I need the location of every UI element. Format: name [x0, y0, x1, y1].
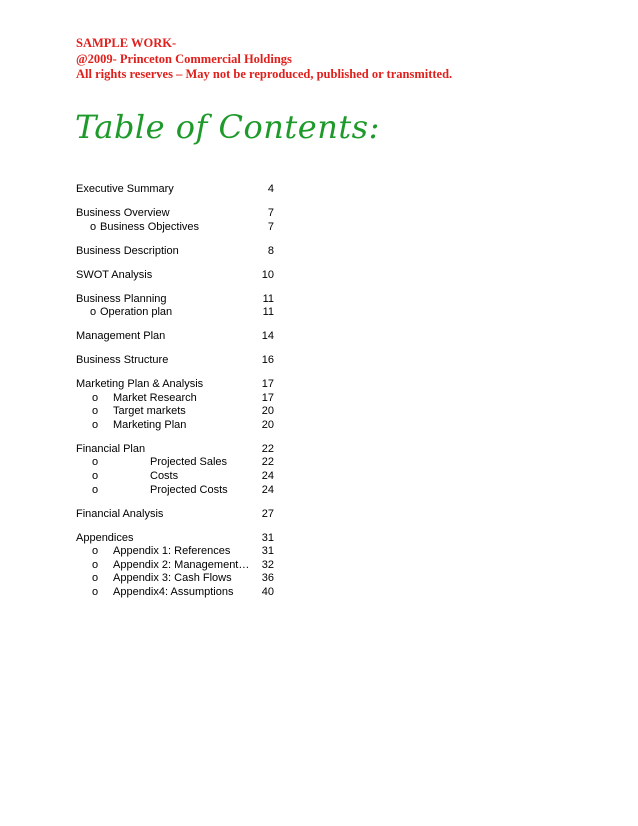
toc-label: Marketing Plan & Analysis — [76, 378, 204, 391]
toc-entry-executive-summary — [76, 183, 276, 197]
bullet-icon: o — [92, 391, 99, 404]
toc-page-number: 17 — [261, 391, 274, 404]
toc-label: SWOT Analysis — [76, 268, 153, 281]
toc-entry-financial-plan — [76, 443, 276, 457]
toc-page-number: 7 — [267, 220, 274, 233]
toc-label: Financial Analysis — [76, 507, 164, 520]
toc-label: Projected Sales — [150, 456, 228, 469]
toc-entry-swot-analysis — [76, 269, 276, 283]
toc-label: Business Description — [76, 244, 179, 257]
toc-label: Projected Costs — [150, 483, 228, 496]
toc-page-number: 36 — [261, 572, 274, 585]
toc-entry-appendices — [76, 532, 276, 546]
toc-label: Appendix 3: Cash Flows — [113, 572, 232, 585]
toc-label: Business Overview — [76, 206, 170, 219]
toc-page-number: 16 — [261, 354, 274, 367]
toc-label: Costs — [150, 470, 179, 483]
toc-label: Operation plan — [100, 306, 173, 319]
toc-label: Business Structure — [76, 354, 169, 367]
bullet-icon: o — [92, 572, 99, 585]
toc-page-number: 7 — [267, 206, 274, 219]
toc-subentry-costs — [76, 470, 276, 484]
table-of-contents — [76, 183, 276, 600]
toc-page-number: 17 — [261, 378, 274, 391]
toc-page-number: 22 — [261, 456, 274, 469]
toc-page-number: 40 — [261, 585, 274, 598]
toc-label: Appendix4: Assumptions — [113, 585, 234, 598]
toc-label: Financial Plan — [76, 442, 146, 455]
toc-subentry-appendix-1 — [76, 545, 276, 559]
toc-subentry-business-objectives — [76, 221, 276, 235]
bullet-icon: o — [92, 418, 99, 431]
toc-title: Table of Contents: — [75, 108, 380, 146]
bullet-icon: o — [92, 558, 99, 571]
bullet-icon: o — [92, 405, 99, 418]
toc-subentry-marketing-plan — [76, 419, 276, 433]
toc-page-number: 27 — [261, 507, 274, 520]
toc-page-number: 32 — [261, 558, 274, 571]
toc-subentry-appendix-4 — [76, 586, 276, 600]
bullet-icon: o — [92, 545, 99, 558]
toc-label: Appendix 2: Management… — [113, 558, 250, 571]
toc-label: Marketing Plan — [113, 418, 187, 431]
toc-subentry-operation-plan — [76, 306, 276, 320]
toc-label: Appendix 1: References — [113, 545, 231, 558]
toc-label: Business Objectives — [100, 220, 200, 233]
toc-subentry-appendix-2 — [76, 559, 276, 573]
bullet-icon: o — [92, 585, 99, 598]
toc-page-number: 20 — [261, 418, 274, 431]
toc-page-number: 8 — [267, 244, 274, 257]
toc-page-number: 24 — [261, 483, 274, 496]
toc-subentry-projected-sales — [76, 456, 276, 470]
bullet-icon: o — [90, 306, 97, 319]
toc-page-number: 31 — [261, 545, 274, 558]
toc-label: Management Plan — [76, 330, 166, 343]
header-line-1: SAMPLE WORK- — [76, 36, 177, 50]
toc-label: Target markets — [113, 405, 186, 418]
header-line-2: @2009- Princeton Commercial Holdings — [76, 51, 292, 66]
toc-label: Business Planning — [76, 292, 167, 305]
toc-page-number: 4 — [267, 183, 274, 195]
toc-subentry-projected-costs — [76, 484, 276, 498]
toc-page-number: 11 — [262, 292, 274, 305]
copyright-header — [76, 36, 452, 83]
toc-subentry-target-markets — [76, 405, 276, 419]
toc-page-number: 10 — [261, 268, 274, 281]
toc-page-number: 14 — [261, 330, 274, 343]
bullet-icon: o — [92, 470, 99, 483]
bullet-icon: o — [92, 483, 99, 496]
toc-label: Executive Summary — [76, 183, 174, 195]
toc-page-number: 31 — [261, 531, 274, 544]
toc-subentry-market-research — [76, 392, 276, 406]
toc-entry-management-plan — [76, 330, 276, 344]
toc-subentry-appendix-3 — [76, 572, 276, 586]
bullet-icon: o — [92, 456, 99, 469]
header-line-3: All rights reserves – May not be reproduced, published or transmitted. — [76, 67, 453, 81]
bullet-icon: o — [90, 220, 97, 233]
toc-entry-business-overview — [76, 207, 276, 221]
toc-label: Market Research — [113, 391, 197, 404]
toc-page-number: 20 — [261, 405, 274, 418]
toc-label: Appendices — [76, 531, 134, 544]
toc-page-number: 22 — [261, 442, 274, 455]
toc-page-number: 11 — [262, 306, 274, 319]
toc-page-number: 24 — [261, 470, 274, 483]
toc-entry-marketing-plan-analysis — [76, 378, 276, 392]
toc-entry-business-structure — [76, 354, 276, 368]
toc-entry-business-planning — [76, 293, 276, 307]
toc-entry-business-description — [76, 245, 276, 259]
toc-entry-financial-analysis — [76, 508, 276, 522]
